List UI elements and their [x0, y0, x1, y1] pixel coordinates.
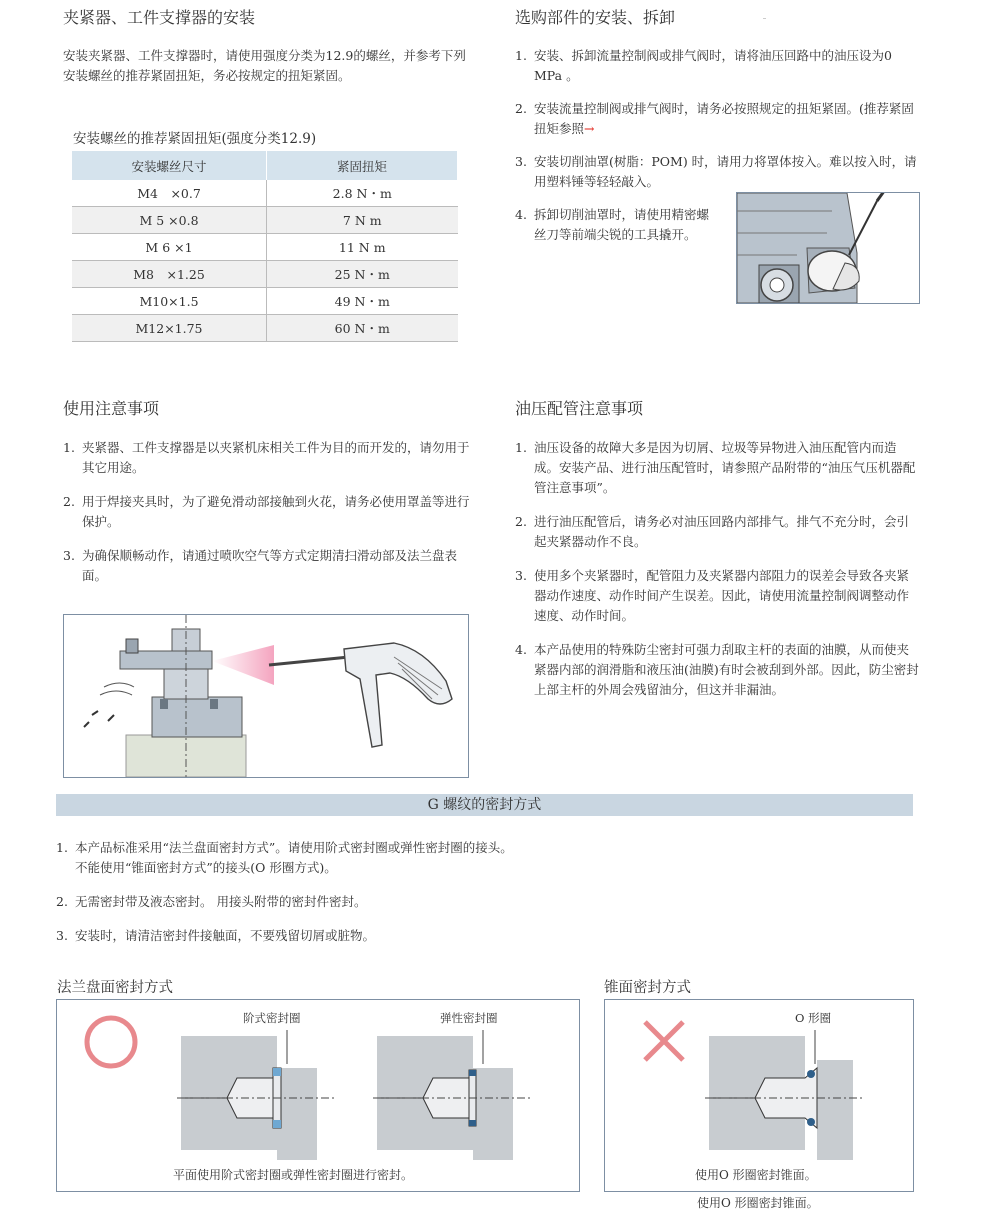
torque-ref-arrow[interactable]: → [584, 121, 595, 136]
table-row [72, 234, 458, 261]
clamp-install-title: 夹紧器、工件支撑器的安装 [63, 8, 256, 27]
piping-title: 油压配管注意事项 [515, 399, 644, 418]
option-install-title: 选购部件的安装、拆卸 [515, 8, 676, 27]
air-blow-figure [63, 614, 469, 778]
clamp-install-desc: 安装夹紧器、工件支撑器时，请使用强度分类为12.9的螺丝，并参考下列安装螺丝的推荐紧固扭矩，务必按规定的扭矩紧固。 [63, 48, 466, 83]
list-item: 2. 进行油压配管后，请务必对油压回路内部排气。排气不充分时，会引起夹紧器动作不良。 [515, 514, 910, 549]
list-item: 2. 用于焊接夹具时，为了避免滑动部接触到火花，请务必使用罩盖等进行保护。 [63, 494, 470, 529]
step-seal-fitting-diagram [177, 1030, 337, 1160]
air-blow-illustration [64, 615, 468, 777]
torque-table-caption: 安装螺丝的推荐紧固扭矩(强度分类12.9) [73, 131, 317, 147]
list-item-text: 安装、拆卸流量控制阀或排气阀时，请将油压回路中的油压设为0 MPa 。 [534, 48, 892, 83]
table-row [72, 261, 458, 288]
list-item: 1. 油压设备的故障大多是因为切屑、垃圾等异物进入油压配管内而造成。安装产品、进行油压配管时，请参照产品附带的“油压气压机器配管注意事项”。 [515, 440, 916, 495]
elastic-seal-label: 弹性密封圈 [440, 1011, 498, 1025]
list-item: 2. 无需密封带及液态密封。 用接头附带的密封件密封。 [56, 894, 367, 909]
list-item-text: 为确保顺畅动作，请通过喷吹空气等方式定期清扫滑动部及法兰盘表面。 [82, 548, 458, 583]
flange-seal-title: 法兰盘面密封方式 [57, 980, 173, 996]
list-item-text: 用于焊接夹具时，为了避免滑动部接触到火花，请务必使用罩盖等进行保护。 [82, 494, 470, 529]
list-item-text: 本产品标准采用“法兰盘面密封方式”。请使用阶式密封圈或弹性密封圈的接头。 [75, 840, 513, 855]
torque-value: 60 N・m [267, 315, 458, 342]
piping-list [515, 438, 920, 700]
taper-seal-caption: 使用O 形圈密封锥面。 [695, 1168, 817, 1182]
elastic-seal-fitting-diagram [373, 1030, 533, 1160]
list-item-text: 进行油压配管后，请务必对油压回路内部排气。排气不充分时，会引起夹紧器动作不良。 [534, 514, 910, 549]
list-item-text-line2: 不能使用“锥面密封方式”的接头(O 形圈方式)。 [75, 860, 337, 875]
table-row [72, 288, 458, 315]
g-thread-band: G 螺纹的密封方式 [56, 794, 913, 816]
table-row [72, 207, 458, 234]
list-item: 3. 安装切削油罩(树脂：POM) 时，请用力将罩体按入。难以按入时，请用塑料锤等轻轻敲入。 [515, 154, 917, 189]
torque-col-torque: 紧固扭矩 [267, 151, 458, 180]
dot-marker [763, 18, 766, 19]
ng-cross-icon [639, 1016, 689, 1066]
torque-table [72, 151, 458, 342]
torque-size: M 5 ×0.8 [72, 207, 267, 234]
torque-size: M12×1.75 [72, 315, 267, 342]
torque-value: 2.8 N・m [267, 180, 458, 207]
list-item-text: 安装流量控制阀或排气阀时，请务必按照规定的扭矩紧固。(推荐紧固扭矩参照 [534, 101, 914, 136]
flange-seal-caption: 平面使用阶式密封圈或弹性密封圈进行密封。 [173, 1168, 414, 1182]
list-item: 1. 夹紧器、工件支撑器是以夹紧机床相关工件为目的而开发的，请勿用于其它用途。 [63, 440, 470, 475]
torque-value: 11 N m [267, 234, 458, 261]
list-item-text: 无需密封带及液态密封。 用接头附带的密封件密封。 [75, 894, 367, 909]
list-item: 3. 使用多个夹紧器时，配管阻力及夹紧器内部阻力的误差会导致各夹紧器动作速度、动作时间产生误差。因此，请使用流量控制阀调整动作速度、动作时间。 [515, 568, 910, 623]
list-item: 2. 安装流量控制阀或排气阀时，请务必按照规定的扭矩紧固。(推荐紧固扭矩参照→ [515, 101, 914, 136]
taper-seal-caption-below: 使用O 形圈密封锥面。 [697, 1196, 819, 1210]
list-item: 3. 安装时，请清洁密封件接触面，不要残留切屑或脏物。 [56, 928, 376, 943]
torque-value: 7 N m [267, 207, 458, 234]
step-seal-label: 阶式密封圈 [243, 1011, 301, 1025]
torque-size: M4 ×0.7 [72, 180, 267, 207]
list-item-text: 本产品使用的特殊防尘密封可强力刮取主杆的表面的油膜，从而使夹紧器内部的润滑脂和液压油(油膜)有时会被刮到外部。因此，防尘密封上部主杆的外周会残留油分，但这并非漏油。 [534, 642, 919, 697]
torque-col-size: 安装螺丝尺寸 [72, 151, 267, 180]
list-item-text: 安装切削油罩(树脂：POM) 时，请用力将罩体按入。难以按入时，请用塑料锤等轻轻敲入。 [534, 154, 917, 189]
list-item-text: 夹紧器、工件支撑器是以夹紧机床相关工件为目的而开发的，请勿用于其它用途。 [82, 440, 470, 475]
torque-size: M10×1.5 [72, 288, 267, 315]
o-ring-fitting-diagram [705, 1030, 865, 1160]
list-item-text: 使用多个夹紧器时，配管阻力及夹紧器内部阻力的误差会导致各夹紧器动作速度、动作时间产生误差。因此，请使用流量控制阀调整动作速度、动作时间。 [534, 568, 910, 623]
torque-value: 25 N・m [267, 261, 458, 288]
o-ring-label: O 形圈 [795, 1011, 832, 1025]
torque-size: M8 ×1.25 [72, 261, 267, 288]
flange-seal-figure [56, 999, 580, 1192]
oil-cover-figure [736, 192, 920, 304]
list-item-text: 安装时，请清洁密封件接触面，不要残留切屑或脏物。 [75, 928, 376, 943]
table-row [72, 180, 458, 207]
usage-list [63, 438, 473, 586]
list-item-text: 油压设备的故障大多是因为切屑、垃圾等异物进入油压配管内而造成。安装产品、进行油压配管时，请参照产品附带的“油压气压机器配管注意事项”。 [534, 440, 916, 495]
oil-cover-illustration [737, 193, 919, 303]
list-item: 4. 拆卸切削油罩时，请使用精密螺丝刀等前端尖锐的工具撬开。 [515, 207, 710, 242]
taper-seal-figure [604, 999, 914, 1192]
ok-circle-icon [81, 1012, 141, 1072]
torque-size: M 6 ×1 [72, 234, 267, 261]
list-item: 4. 本产品使用的特殊防尘密封可强力刮取主杆的表面的油膜，从而使夹紧器内部的润滑脂和液压油(油膜)有时会被刮到外部。因此，防尘密封上部主杆的外周会残留油分，但这并非漏油。 [515, 642, 919, 697]
list-item: 1. 本产品标准采用“法兰盘面密封方式”。请使用阶式密封圈或弹性密封圈的接头。 不能使用“锥面密封方式”的接头(O 形圈方式)。 [56, 840, 513, 875]
list-item: 1. 安装、拆卸流量控制阀或排气阀时，请将油压回路中的油压设为0 MPa 。 [515, 48, 892, 83]
list-item: 3. 为确保顺畅动作，请通过喷吹空气等方式定期清扫滑动部及法兰盘表面。 [63, 548, 458, 583]
usage-title: 使用注意事项 [63, 399, 160, 418]
table-row [72, 315, 458, 342]
g-thread-list [56, 838, 916, 946]
list-item-text: 拆卸切削油罩时，请使用精密螺丝刀等前端尖锐的工具撬开。 [534, 207, 710, 242]
torque-value: 49 N・m [267, 288, 458, 315]
taper-seal-title: 锥面密封方式 [604, 980, 691, 996]
